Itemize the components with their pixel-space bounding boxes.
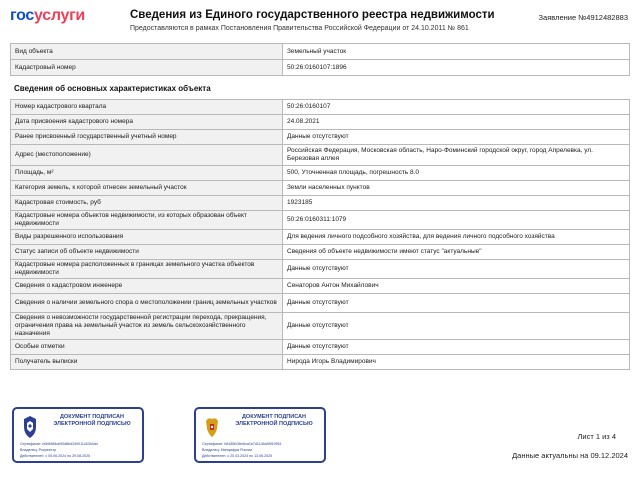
field-label: Номер кадастрового квартала xyxy=(11,100,283,115)
stamp-validity: Действителен: с 05.06.2024 по 29.08.2025 xyxy=(20,454,91,458)
table-row xyxy=(11,100,630,115)
table-row xyxy=(11,196,630,211)
field-value: 50:26:0160107:1896 xyxy=(283,60,630,76)
field-label: Кадастровая стоимость, руб xyxy=(11,196,283,211)
characteristics-table xyxy=(10,99,630,370)
table-row xyxy=(11,60,630,76)
field-label: Дата присвоения кадастрового номера xyxy=(11,115,283,130)
field-value: Данные отсутствуют xyxy=(283,130,630,145)
field-label: Категория земель, к которой отнесен земельный участок xyxy=(11,181,283,196)
field-label: Кадастровые номера расположенных в границах земельного участка объектов недвижимости xyxy=(11,260,283,279)
field-label: Ранее присвоенный государственный учетный номер xyxy=(11,130,283,145)
field-value: Данные отсутствуют xyxy=(283,313,630,340)
field-label: Особые отметки xyxy=(11,340,283,355)
stamp-certificate: Сертификат: b0b6984cb90d8bd349011c5344cfc xyxy=(20,442,99,446)
table-row xyxy=(11,166,630,181)
field-value: Российская Федерация, Московская область, Наро-Фоминский городской округ, город Апрелевка, ул. Березовая аллея xyxy=(283,145,630,166)
field-label: Кадастровые номера объектов недвижимости, из которых образован объект недвижимости xyxy=(11,211,283,230)
field-value: 24.08.2021 xyxy=(283,115,630,130)
table-row xyxy=(11,340,630,355)
field-label: Вид объекта xyxy=(11,44,283,60)
field-label: Статус записи об объекте недвижимости xyxy=(11,245,283,260)
rosreestr-emblem-icon xyxy=(22,415,38,439)
field-label: Виды разрешенного использования xyxy=(11,230,283,245)
stamp-validity: Действителен: с 20.03.2024 по 13.06.2025 xyxy=(202,454,273,458)
table-row xyxy=(11,181,630,196)
field-value: 1923185 xyxy=(283,196,630,211)
field-value: Сенаторов Антон Михайлович xyxy=(283,279,630,294)
field-label: Получатель выписки xyxy=(11,355,283,370)
field-value: Данные отсутствуют xyxy=(283,260,630,279)
coat-of-arms-icon xyxy=(204,415,220,439)
field-label: Сведения о кадастровом инженере xyxy=(11,279,283,294)
table-row xyxy=(11,313,630,340)
table-row xyxy=(11,294,630,313)
request-number: Заявление №4912482883 xyxy=(538,13,628,22)
stamp-certificate: Сертификат: b8185fc3be6ca1b7d11d4a95f19951 xyxy=(202,442,282,446)
table-row xyxy=(11,245,630,260)
basic-info-table xyxy=(10,43,630,76)
field-value: Сведения об объекте недвижимости имеют статус "актуальные" xyxy=(283,245,630,260)
field-value: 50:26:0160311:1079 xyxy=(283,211,630,230)
stamp-title: ДОКУМЕНТ ПОДПИСАН ЭЛЕКТРОННОЙ ПОДПИСЬЮ xyxy=(235,414,313,427)
table-row xyxy=(11,211,630,230)
page-number: Лист 1 из 4 xyxy=(577,432,616,441)
field-value: Земельный участок xyxy=(283,44,630,60)
field-value: 50:26:0160107 xyxy=(283,100,630,115)
electronic-signature-stamp xyxy=(194,407,326,463)
field-label: Сведения о наличии земельного спора о местоположении границ земельных участков xyxy=(11,294,283,313)
table-row xyxy=(11,355,630,370)
document-header xyxy=(0,0,640,40)
table-row xyxy=(11,279,630,294)
document-subtitle: Предоставляются в рамках Постановления Правительства Российской Федерации от 24.10.2011 № 861 xyxy=(130,25,469,32)
data-actual-date: Данные актуальны на 09.12.2024 xyxy=(512,451,628,460)
table-row xyxy=(11,230,630,245)
field-value: Данные отсутствуют xyxy=(283,340,630,355)
field-value: 500, Уточненная площадь, погрешность 8.0 xyxy=(283,166,630,181)
field-label: Сведения о невозможности государственной регистрации перехода, прекращения, ограничения права на земельный участок из земель сельскохозяйственного назначения xyxy=(11,313,283,340)
field-label: Адрес (местоположение) xyxy=(11,145,283,166)
stamp-owner: Владелец: Минцифры России xyxy=(202,448,253,452)
section-title: Сведения об основных характеристиках объекта xyxy=(14,84,211,93)
field-value: Земли населенных пунктов xyxy=(283,181,630,196)
table-row xyxy=(11,260,630,279)
electronic-signature-stamp xyxy=(12,407,144,463)
document-title: Сведения из Единого государственного реестра недвижимости xyxy=(130,9,495,21)
field-label: Площадь, м² xyxy=(11,166,283,181)
field-value: Для ведения личного подсобного хозяйства, для ведения личного подсобного хозяйства xyxy=(283,230,630,245)
gosuslugi-logo: госуслуги xyxy=(10,7,85,24)
table-row xyxy=(11,44,630,60)
field-value: Данные отсутствуют xyxy=(283,294,630,313)
stamp-owner: Владелец: Росреестр xyxy=(20,448,57,452)
stamp-title: ДОКУМЕНТ ПОДПИСАН ЭЛЕКТРОННОЙ ПОДПИСЬЮ xyxy=(53,414,131,427)
table-row xyxy=(11,145,630,166)
table-row xyxy=(11,115,630,130)
field-label: Кадастровый номер xyxy=(11,60,283,76)
field-value: Нирода Игорь Владимирович xyxy=(283,355,630,370)
table-row xyxy=(11,130,630,145)
